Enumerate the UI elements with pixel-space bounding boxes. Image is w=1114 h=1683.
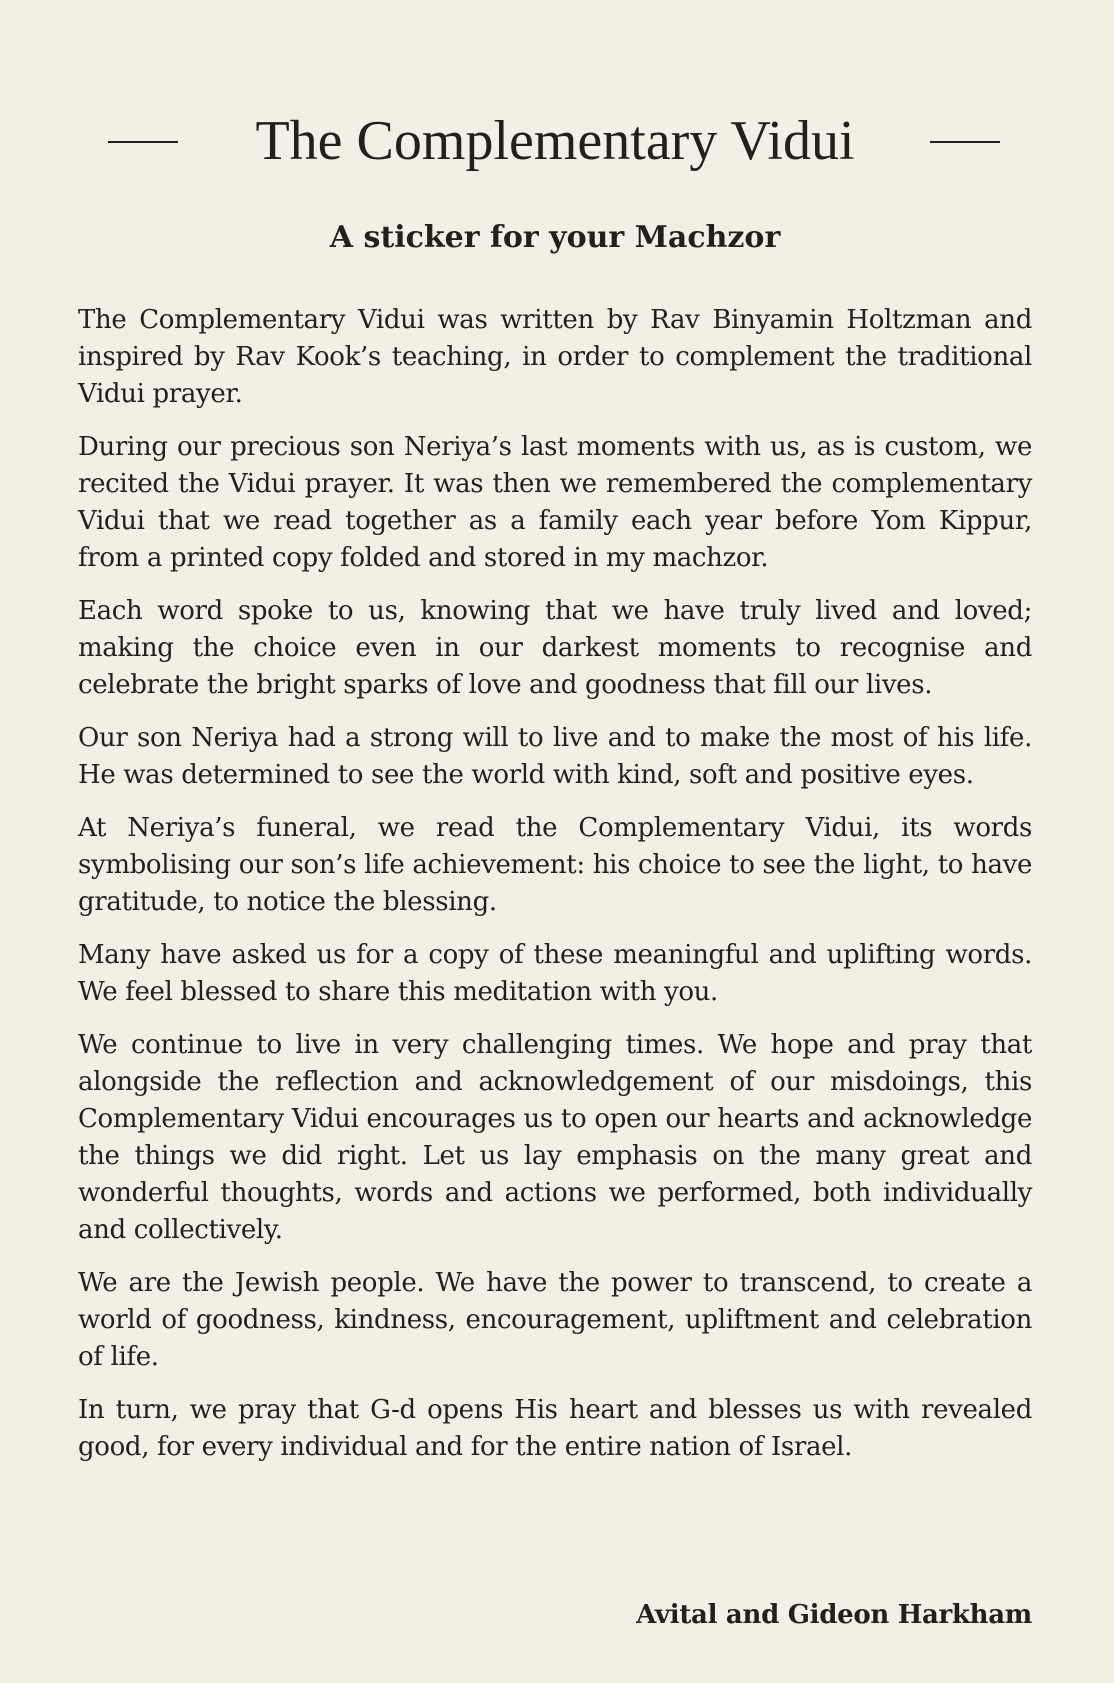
paragraph: Many have asked us for a copy of these meaningful and uplifting words. We feel blessed to share this meditation with you. [78, 940, 1032, 1007]
title-rule-left [108, 141, 178, 143]
signature: Avital and Gideon Harkham [636, 1600, 1032, 1630]
title-row [78, 108, 1032, 178]
paragraph: We are the Jewish people. We have the power to transcend, to create a world of goodness, kindness, encouragement, upliftment and celebration of life. [78, 1268, 1032, 1372]
paragraph: We continue to live in very challenging times. We hope and pray that alongside the reflection and acknowledgement of our misdoings, this Complementary Vidui encourages us to open our hearts and acknowledge the things we did right. Let us lay emphasis on the many great and wonderful thoughts, words and actions we performed, both individually and collectively. [78, 1030, 1032, 1245]
page-title: The Complementary Vidui [255, 110, 855, 172]
paragraph: Our son Neriya had a strong will to live and to make the most of his life. He was determined to see the world with kind, soft and positive eyes. [78, 723, 1032, 790]
paragraph: At Neriya’s funeral, we read the Complementary Vidui, its words symbolising our son’s life achievement: his choice to see the light, to have gratitude, to notice the blessing. [78, 813, 1032, 917]
paragraph: The Complementary Vidui was written by Rav Binyamin Holtzman and inspired by Rav Kook’s teaching, in order to complement the traditional Vidui prayer. [78, 305, 1032, 409]
paragraph: In turn, we pray that G-d opens His heart and blesses us with revealed good, for every individual and for the entire nation of Israel. [78, 1395, 1032, 1462]
subtitle: A sticker for your Machzor [329, 220, 781, 255]
body-text [78, 302, 1032, 1482]
title-rule-right [930, 141, 1000, 143]
paragraph: During our precious son Neriya’s last moments with us, as is custom, we recited the Vidui prayer. It was then we remembered the complementary Vidui that we read together as a family each year before Yom Kippur, from a printed copy folded and stored in my machzor. [78, 432, 1032, 573]
paragraph: Each word spoke to us, knowing that we have truly lived and loved; making the choice even in our darkest moments to recognise and celebrate the bright sparks of love and goodness that fill our lives. [78, 596, 1032, 700]
